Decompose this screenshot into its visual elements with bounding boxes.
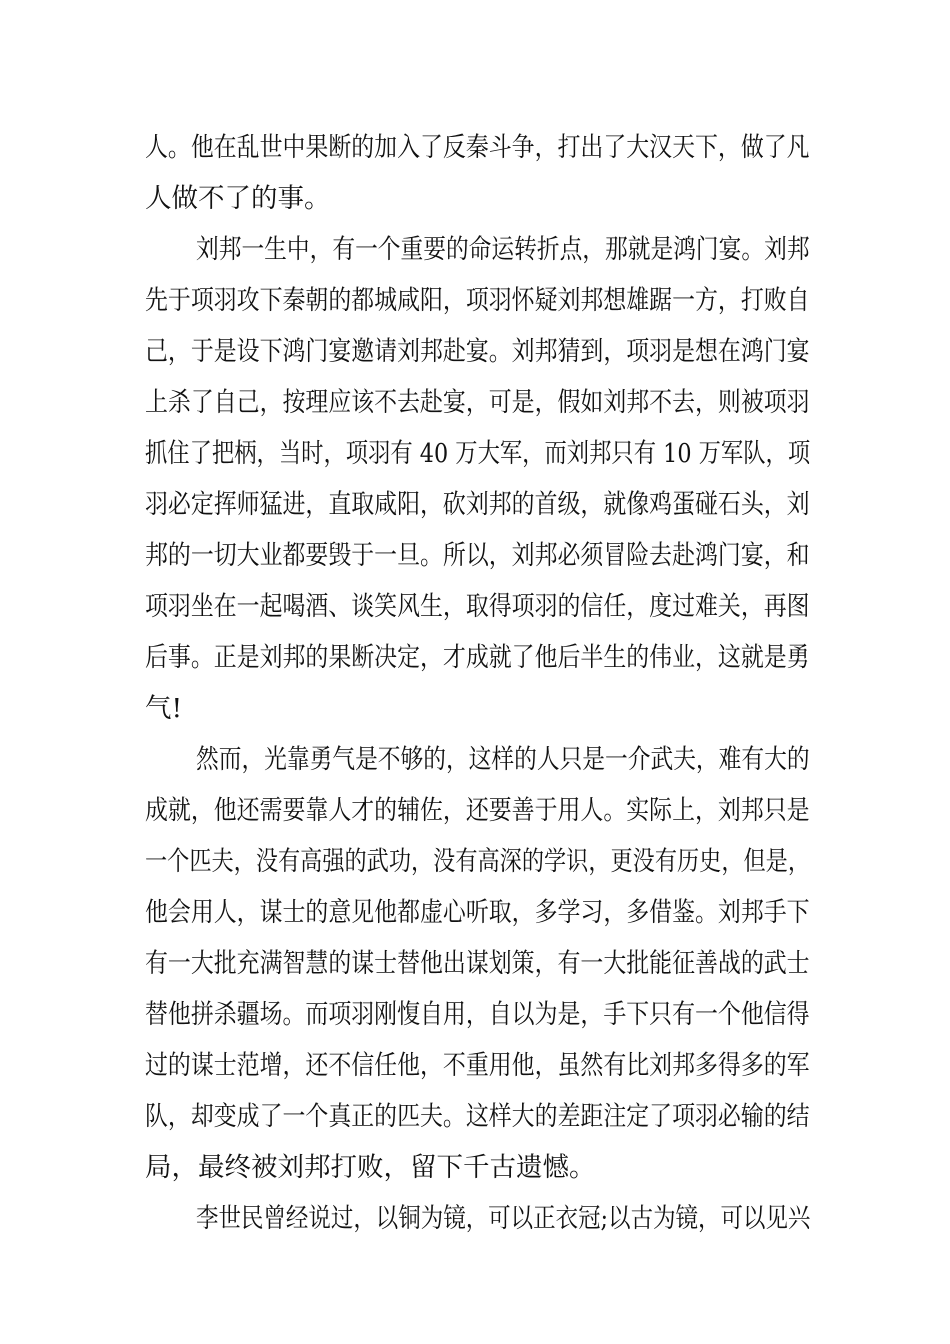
text-line: 项羽坐在一起喝酒、谈笑风生，取得项羽的信任，度过难关，再图 <box>145 591 810 622</box>
text-line: 成就，他还需要靠人才的辅佐，还要善于用人。实际上，刘邦只是 <box>145 795 810 826</box>
paragraph-first-line: 然而，光靠勇气是不够的，这样的人只是一介武夫，难有大的 <box>196 744 810 775</box>
text-line: 后事。正是刘邦的果断决定，才成就了他后半生的伟业，这就是勇 <box>145 642 810 673</box>
text-line: 上杀了自己，按理应该不去赴宴，可是，假如刘邦不去，则被项羽 <box>145 387 810 418</box>
paragraph-first-line: 刘邦一生中，有一个重要的命运转折点，那就是鸿门宴。刘邦 <box>196 234 810 265</box>
text-line: 过的谋士范增，还不信任他，不重用他，虽然有比刘邦多得多的军 <box>145 1050 810 1081</box>
text-line: 一个匹夫，没有高强的武功，没有高深的学识，更没有历史，但是， <box>145 846 811 877</box>
text-line: 人。他在乱世中果断的加入了反秦斗争，打出了大汉天下，做了凡 <box>145 132 810 163</box>
text-line: 人做不了的事。 <box>145 183 331 214</box>
text-line: 队，却变成了一个真正的匹夫。这样大的差距注定了项羽必输的结 <box>145 1101 810 1132</box>
text-line: 气! <box>145 693 183 724</box>
text-line: 局，最终被刘邦打败，留下千古遗憾。 <box>145 1152 596 1183</box>
paragraph-first-line: 李世民曾经说过，以铜为镜，可以正衣冠;以古为镜，可以见兴 <box>196 1203 811 1234</box>
text-line: 有一大批充满智慧的谋士替他出谋划策，有一大批能征善战的武士 <box>145 948 810 979</box>
text-line: 己，于是设下鸿门宴邀请刘邦赴宴。刘邦猜到，项羽是想在鸿门宴 <box>145 336 810 367</box>
text-line: 替他拼杀疆场。而项羽刚愎自用，自以为是，手下只有一个他信得 <box>145 999 810 1030</box>
text-line: 邦的一切大业都要毁于一旦。所以，刘邦必须冒险去赴鸿门宴，和 <box>145 540 810 571</box>
text-line: 羽必定挥师猛进，直取咸阳，砍刘邦的首级，就像鸡蛋碰石头，刘 <box>145 489 810 520</box>
text-line: 他会用人，谋士的意见他都虚心听取，多学习，多借鉴。刘邦手下 <box>145 897 810 928</box>
text-line: 抓住了把柄，当时，项羽有 40 万大军，而刘邦只有 10 万军队，项 <box>145 438 811 469</box>
text-line: 先于项羽攻下秦朝的都城咸阳，项羽怀疑刘邦想雄踞一方，打败自 <box>145 285 810 316</box>
